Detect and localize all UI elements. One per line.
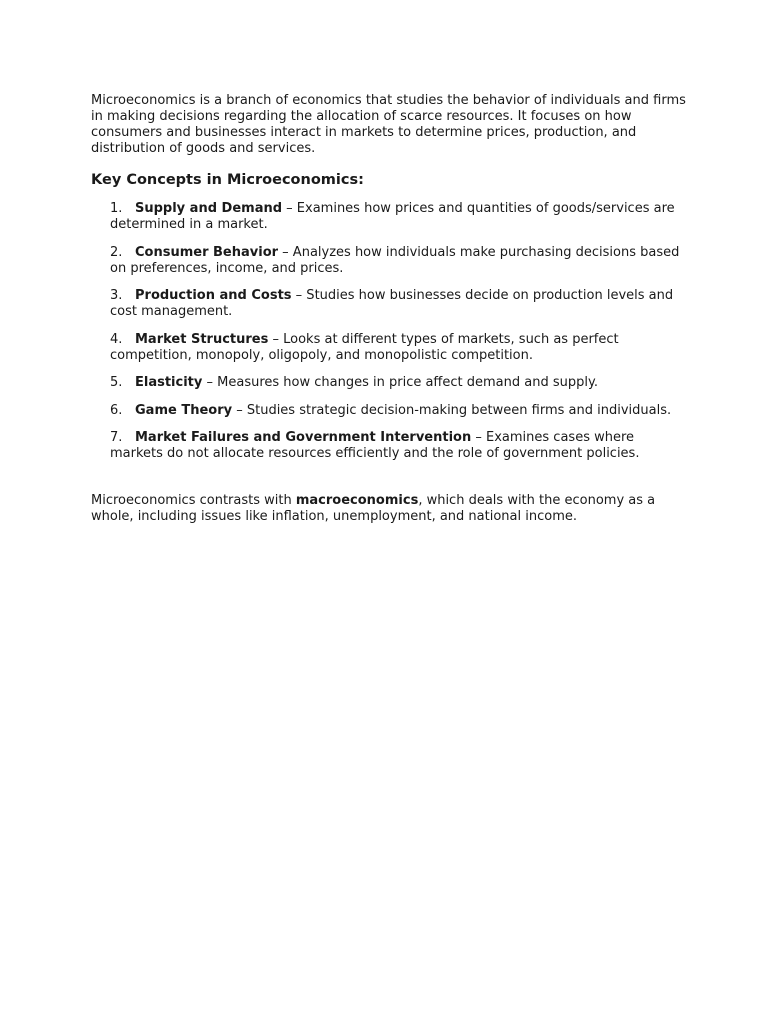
concept-item-supply-and-demand	[110, 201, 680, 233]
concept-description: – Studies how businesses decide on production levels and cost management.	[110, 288, 674, 319]
concept-item-consumer-behavior	[110, 245, 680, 277]
concept-description: – Measures how changes in price affect demand and supply.	[202, 375, 598, 390]
concept-number: 2.	[110, 244, 123, 260]
concept-description: – Examines cases where markets do not allocate resources efficiently and the role of government policies.	[110, 430, 640, 461]
concept-term: Game Theory	[135, 402, 233, 418]
concept-description: – Studies strategic decision-making between firms and individuals.	[232, 402, 672, 418]
concept-number: 3.	[110, 288, 123, 303]
concept-term: Market Failures and Government Intervention	[135, 430, 472, 445]
section-heading: Key Concepts in Microeconomics:	[91, 172, 364, 188]
concept-description: – Analyzes how individuals make purchasing decisions based on preferences, income, and prices.	[110, 244, 680, 276]
concepts-list	[110, 201, 680, 474]
concept-description: – Examines how prices and quantities of goods/services are determined in a market.	[110, 201, 675, 232]
concept-term: Consumer Behavior	[135, 244, 279, 260]
concept-item-elasticity	[110, 375, 680, 391]
closing-text-before: Microeconomics contrasts with	[91, 493, 296, 508]
concept-item-market-failures	[110, 430, 680, 462]
closing-text-after: , which deals with the economy as a whole, including issues like inflation, unemployment, and national income.	[91, 493, 656, 524]
concept-term: Market Structures	[135, 331, 269, 347]
concept-item-market-structures	[110, 332, 680, 364]
intro-paragraph: Microeconomics is a branch of economics that studies the behavior of individuals and firms in making decisions regarding the allocation of scarce resources. It focuses on how consumers and businesses interact in markets to determine prices, production, and distribution of goods and services.	[91, 93, 686, 156]
concept-term: Supply and Demand	[135, 201, 283, 216]
concept-term: Production and Costs	[135, 288, 292, 303]
concept-number: 4.	[110, 331, 123, 347]
concept-number: 6.	[110, 402, 123, 418]
concept-number: 7.	[110, 430, 123, 445]
closing-paragraph	[91, 493, 691, 525]
concept-term: Elasticity	[135, 375, 203, 390]
concept-number: 5.	[110, 375, 123, 390]
concept-number: 1.	[110, 201, 123, 216]
concept-item-game-theory	[110, 403, 680, 419]
concept-item-production-and-costs	[110, 288, 680, 320]
closing-bold-term: macroeconomics	[295, 493, 419, 508]
concept-description: – Looks at different types of markets, such as perfect competition, monopoly, oligopoly, and monopolistic competition.	[110, 331, 619, 363]
